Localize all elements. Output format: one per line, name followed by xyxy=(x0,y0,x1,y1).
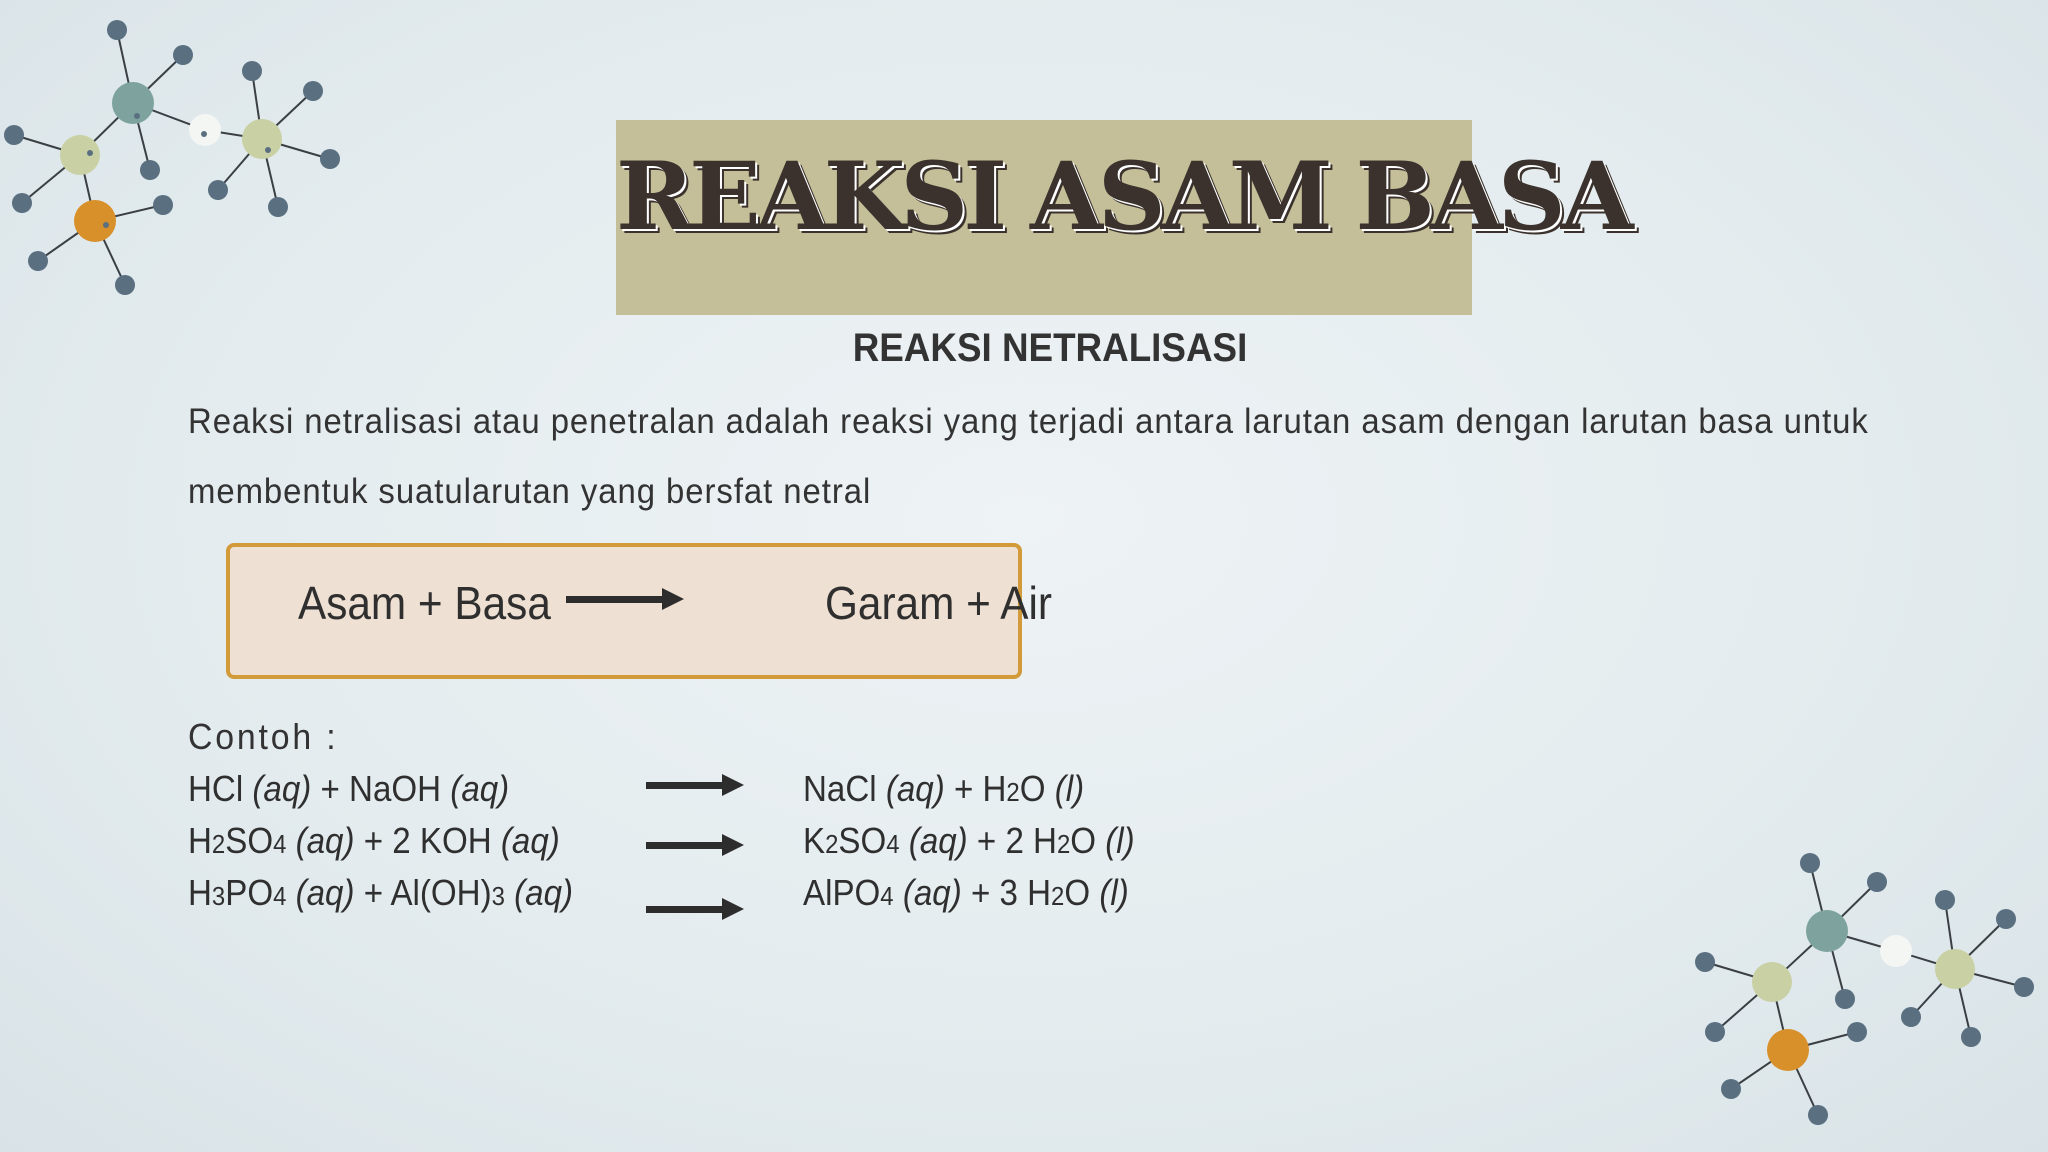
reaction-arrow-icon xyxy=(646,832,746,858)
molecule-decoration-bottom-right-icon xyxy=(1690,845,2048,1135)
example-3-products: AlPO4 (aq) + 3 H2O (l) xyxy=(803,872,1129,913)
page-title: REAKSI ASAM BASA xyxy=(616,142,1629,252)
reaction-arrow-icon xyxy=(646,896,746,922)
section-subtitle: REAKSI NETRALISASI xyxy=(852,326,1248,370)
example-1-reactants: HCl (aq) + NaOH (aq) xyxy=(188,768,510,809)
title-banner xyxy=(616,120,1629,315)
definition-line-1: Reaksi netralisasi atau penetralan adalah reaksi yang terjadi antara larutan asam dengan larutan basa untuk xyxy=(188,402,1869,441)
reaction-arrow-icon xyxy=(566,586,686,612)
molecule-decoration-top-left-icon xyxy=(0,15,360,305)
example-2-reactants: H2SO4 (aq) + 2 KOH (aq) xyxy=(188,820,560,861)
examples-label: Contoh : xyxy=(188,716,339,757)
example-3-reactants: H3PO4 (aq) + Al(OH)3 (aq) xyxy=(188,872,574,913)
reaction-arrow-icon xyxy=(646,772,746,798)
example-2-products: K2SO4 (aq) + 2 H2O (l) xyxy=(803,820,1135,861)
general-equation-products: Garam + Air xyxy=(825,577,1052,629)
definition-line-2: membentuk suatularutan yang bersfat netral xyxy=(188,472,872,511)
example-1-products: NaCl (aq) + H2O (l) xyxy=(803,768,1085,809)
general-equation-reactants: Asam + Basa xyxy=(298,577,551,629)
